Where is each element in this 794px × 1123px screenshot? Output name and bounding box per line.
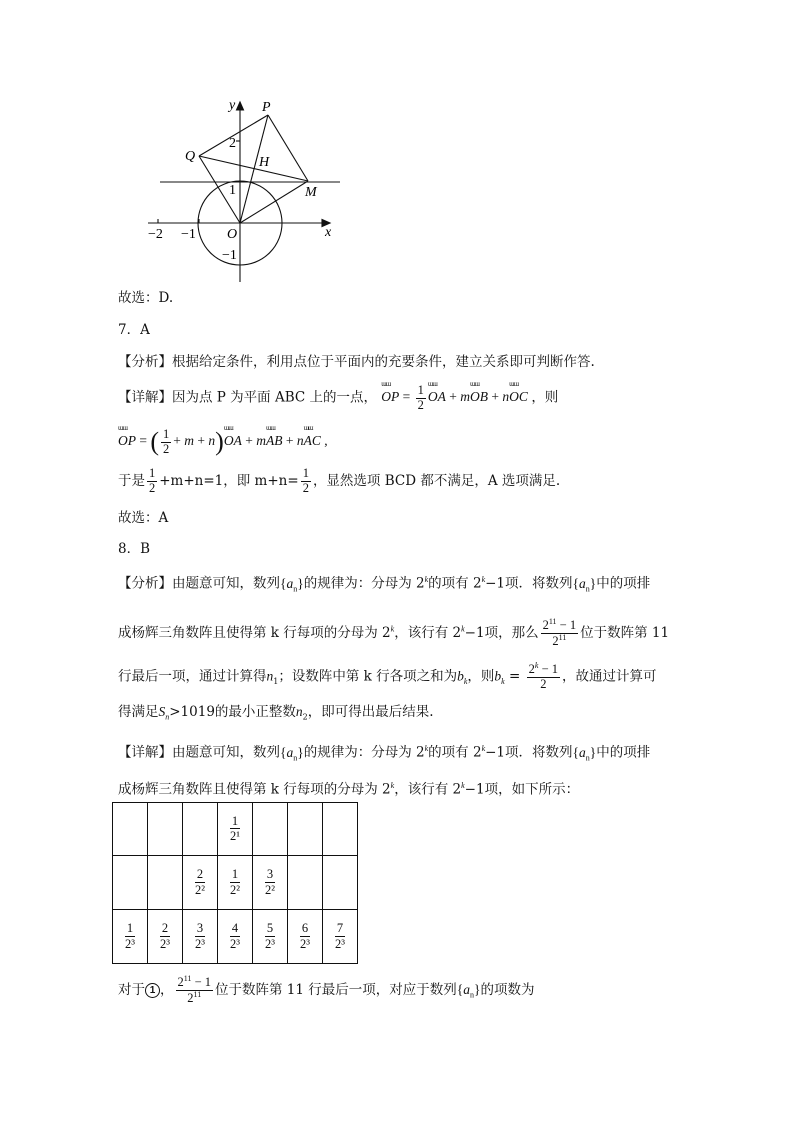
q7-detail-label: 【详解】 [118,389,172,406]
q8-analysis-line4: 得满足$S_n>1019$的最小正整数$n_2$，即可得出最后结果. [118,704,434,722]
table-cell [288,910,323,964]
tick-label-2: 2 [229,136,236,151]
text: 位于数阵第 11 行最后一项，对应于数列 [215,981,457,998]
q7-analysis [118,356,595,370]
q7-detail-line3: 于是 $\frac{1}{2}$ +m+n=1，即 m+n= $\frac{1}{2}$ ，显然选项 BCD 都不满足，A 选项满足. [118,466,561,495]
text: ，则 [467,668,495,685]
table-cell [253,803,288,856]
q7-detail-prefix: 因为点 P 为平面 ABC 上的一点， [172,389,377,406]
table-cell [218,910,253,964]
q7-so-prefix: 于是 [118,472,145,489]
cell-fraction: $\frac{5}{\text{2³}}$ [265,921,275,951]
text: ，该行有 2 [394,781,462,798]
label-h: H [259,155,270,170]
table-cell [183,803,218,856]
table-cell [288,803,323,856]
tick-label-neg2: −2 [148,227,163,242]
table-cell [323,803,358,856]
cell-fraction: $\frac{4}{\text{2³}}$ [230,921,240,951]
q8-analysis-line1: 【分析】由题意可知，数列$\{a_n\}$的规律为：分母为 2$^k$的项有 $2^k-1$项．将数列$\{a_n\}$中的项排 [118,575,651,594]
text: 的项有 2 [428,575,482,592]
text: 行最后一项，通过计算得 [118,668,267,685]
tick-label-neg1-x: −1 [181,227,196,242]
text: ，故通过计算可 [562,668,657,685]
table-cell [253,910,288,964]
table-cell [148,803,183,856]
table-cell [288,856,323,910]
text: 中的项排 [596,744,651,761]
text: −1项，那么 [464,624,539,641]
text: 的项数为 [480,981,535,998]
cell-fraction: $\frac{3}{\text{2³}}$ [195,921,205,951]
table-cell [148,910,183,964]
q7-detail-line1 [118,384,558,413]
table-cell [113,856,148,910]
table-cell [113,910,148,964]
label-x: x [325,225,332,240]
cell-fraction: $\frac{6}{\text{2³}}$ [300,921,310,951]
text: 的规律为：分母为 2 [303,744,425,761]
q8-answer: 8．B [118,541,151,557]
q6-conclusion: 故选：D. [118,290,174,306]
table-cell [113,803,148,856]
tick-label-neg1-y: −1 [222,248,237,263]
q7-answer: 7．A [118,322,150,338]
text: >1019的最小正整数 [169,704,296,720]
cell-fraction: $\frac{2}{\text{2³}}$ [160,921,170,951]
cell-fraction: $\frac{1}{\text{2³}}$ [125,921,135,951]
q8-analysis-line2: 成杨辉三角数阵且使得第 k 行每项的分母为 2$^k$，该行有 $2^k-1$项，那么 $\frac{2^{11} - 1}{2^{11}}$ 位于数阵第 11 [118,617,670,649]
q7-vector-eq1: ɯɯ OP = $\frac{1}{2}$ ɯɯ OA + mɯɯ OB + nɯɯ OC [381,389,531,404]
cell-fraction: $\frac{2}{\text{2²}}$ [195,867,205,897]
text: 的项有 2 [428,744,482,761]
label-p: P [262,100,271,115]
q8-detail-line2: 成杨辉三角数阵且使得第 k 行每项的分母为 2$^k$，该行有 $2^k-1$项，如下所示： [118,781,580,798]
text: ，即可得出最后结果. [307,704,434,720]
q8-final-line: 对于 1 ， $\frac{2^{11} - 1}{2^{11}}$ 位于数阵第 11 行最后一项，对应于数列$\{a_n\}$的项数为 [118,974,535,1006]
table-row [113,803,358,856]
text: 由题意可知，数列 [172,744,280,761]
q8-analysis-label: 【分析】 [118,575,172,592]
table-cell [218,856,253,910]
label-o: O [227,227,238,242]
text: −1项，如下所示： [464,781,580,798]
q7-so-mid: +m+n=1，即 m+n= [159,472,299,489]
text: 的规律为：分母为 2 [303,575,425,592]
q8-detail-line1: 【详解】由题意可知，数列$\{a_n\}$的规律为：分母为 2$^k$的项有 $2^k-1$项．将数列$\{a_n\}$中的项排 [118,744,651,763]
cell-fraction: $\frac{3}{\text{2²}}$ [265,867,275,897]
tick-label-1: 1 [229,183,236,198]
text: ；设数阵中第 k 行各项之和为 [278,668,458,685]
text: 成杨辉三角数阵且使得第 k 行每项的分母为 2 [118,781,391,798]
q7-conclusion: 故选：A [118,510,169,526]
label-y: y [229,98,236,113]
q7-detail-line2 [118,428,328,457]
table-cell [253,856,288,910]
table-cell [218,803,253,856]
circled-number: 1 [145,983,160,998]
q7-analysis-text: 根据给定条件，利用点位于平面内的充要条件，建立关系即可判断作答. [172,354,595,370]
text: 得满足 [118,704,159,720]
q7-analysis-label: 【分析】 [118,354,172,370]
label-q: Q [185,149,196,164]
table-cell [323,910,358,964]
q8-detail-label: 【详解】 [118,744,172,761]
yanghui-table [112,802,358,964]
text: −1项．将数列 [485,744,573,761]
table-cell [148,856,183,910]
cell-fraction: $\frac{1}{\text{2²}}$ [230,867,240,897]
q8-analysis-line3: 行最后一项，通过计算得$n_1$；设数阵中第 k 行各项之和为$b_k$，则$b_k$ = $\frac{2^k - 1}{2}$ ，故通过计算可 [118,661,657,691]
text: 由题意可知，数列 [172,575,280,592]
text: 位于数阵第 11 [580,624,670,641]
table-row [113,910,358,964]
q7-detail-then: ，则 [531,389,559,406]
table-cell [323,856,358,910]
q7-vector-eq2: ɯɯ OP = ( $\frac{1}{2}$ + m + n)ɯɯ OA + mɯɯ AB + nɯɯ AC , [118,433,328,448]
q7-so-suffix: ，显然选项 BCD 都不满足，A 选项满足. [312,472,561,489]
text: ，该行有 2 [394,624,462,641]
text: −1项．将数列 [485,575,573,592]
table-cell [183,856,218,910]
cell-fraction: $\frac{7}{\text{2³}}$ [335,921,345,951]
text: 对于 [118,981,145,998]
table-cell [183,910,218,964]
label-m: M [305,185,317,200]
coordinate-figure [140,92,355,284]
cell-fraction: $\frac{1}{\text{2¹}}$ [230,813,240,844]
text: 中的项排 [596,575,651,592]
table-row [113,856,358,910]
text: 成杨辉三角数阵且使得第 k 行每项的分母为 2 [118,624,391,641]
